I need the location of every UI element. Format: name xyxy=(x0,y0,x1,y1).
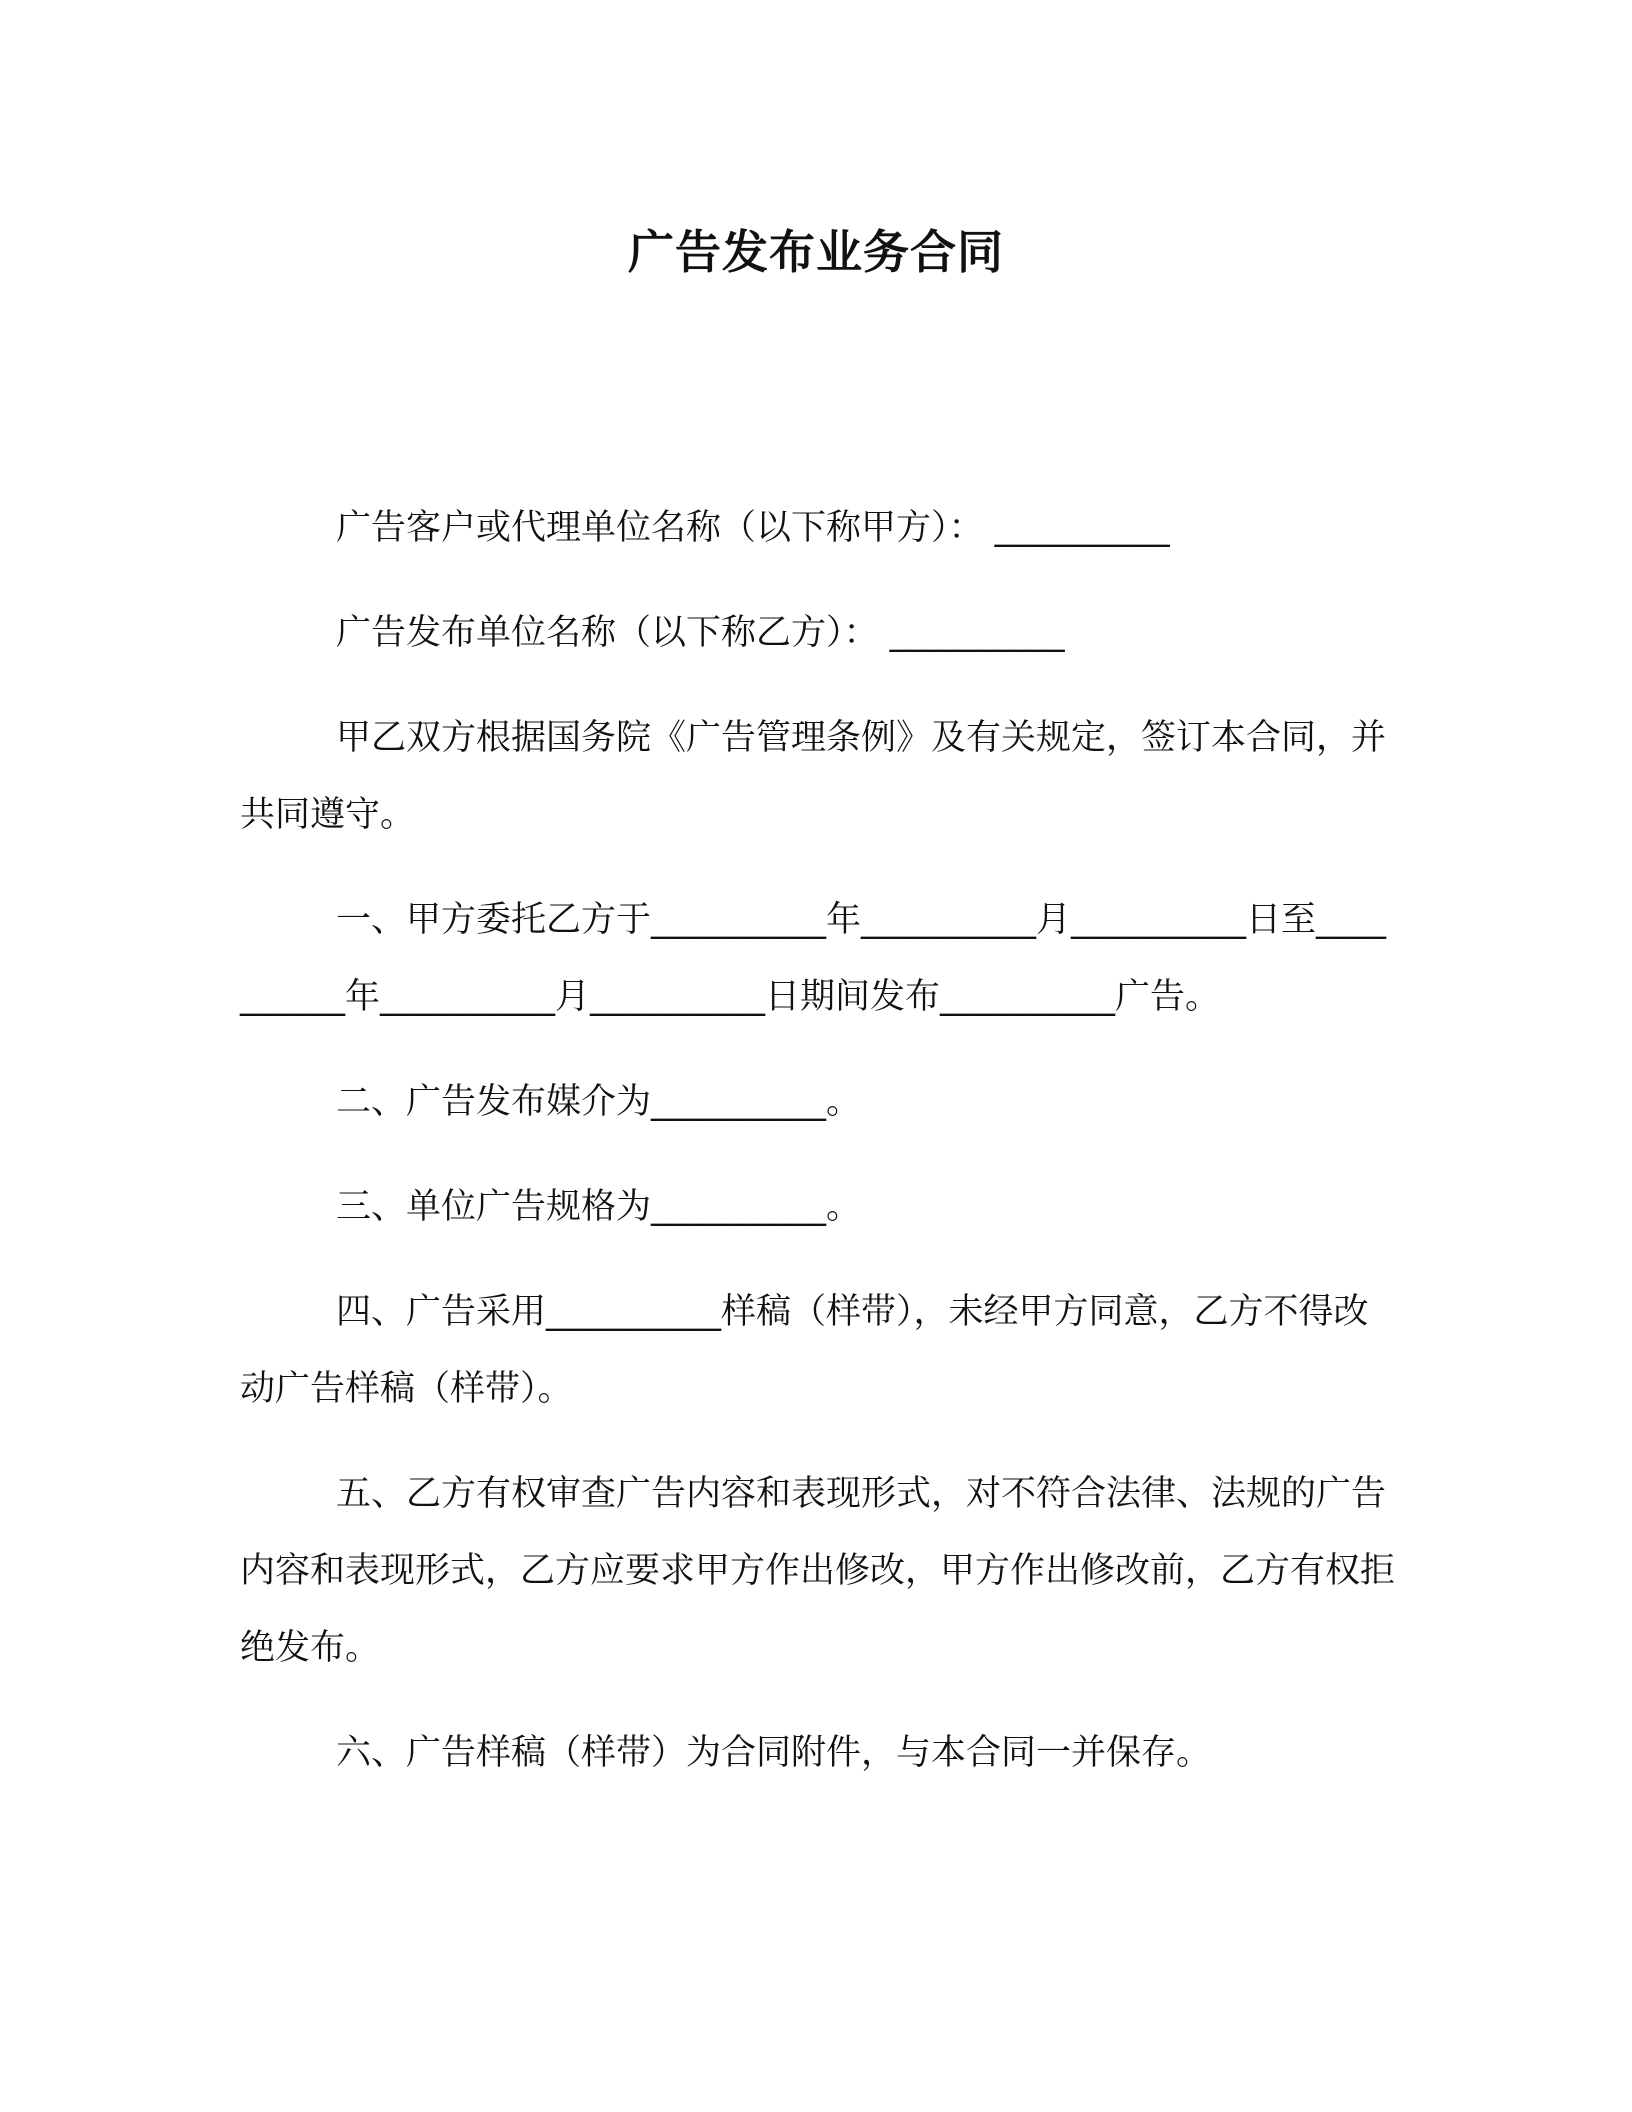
document-body xyxy=(240,490,1400,1820)
clause-2: 二、广告发布媒介为__________。 xyxy=(336,1082,862,1122)
clause-1: 一、甲方委托乙方于__________年__________月__________日至__________年__________月__________日期间发布__________广告。 xyxy=(240,900,1387,1017)
party-b-line: 广告发布单位名称（以下称乙方）： __________ xyxy=(336,613,1065,653)
preamble-paragraph: 甲乙双方根据国务院《广告管理条例》及有关规定，签订本合同，并共同遵守。 xyxy=(240,718,1387,835)
document-title: 广告发布业务合同 xyxy=(628,225,1004,279)
clause-6: 六、广告样稿（样带）为合同附件，与本合同一并保存。 xyxy=(336,1733,1212,1773)
clause-3: 三、单位广告规格为__________。 xyxy=(336,1187,862,1227)
clause-4: 四、广告采用__________样稿（样带），未经甲方同意，乙方不得改动广告样稿（样带）。 xyxy=(240,1292,1369,1409)
clause-5: 五、乙方有权审查广告内容和表现形式，对不符合法律、法规的广告内容和表现形式，乙方应要求甲方作出修改，甲方作出修改前，乙方有权拒绝发布。 xyxy=(240,1474,1396,1668)
party-a-line: 广告客户或代理单位名称（以下称甲方）： __________ xyxy=(336,508,1170,548)
